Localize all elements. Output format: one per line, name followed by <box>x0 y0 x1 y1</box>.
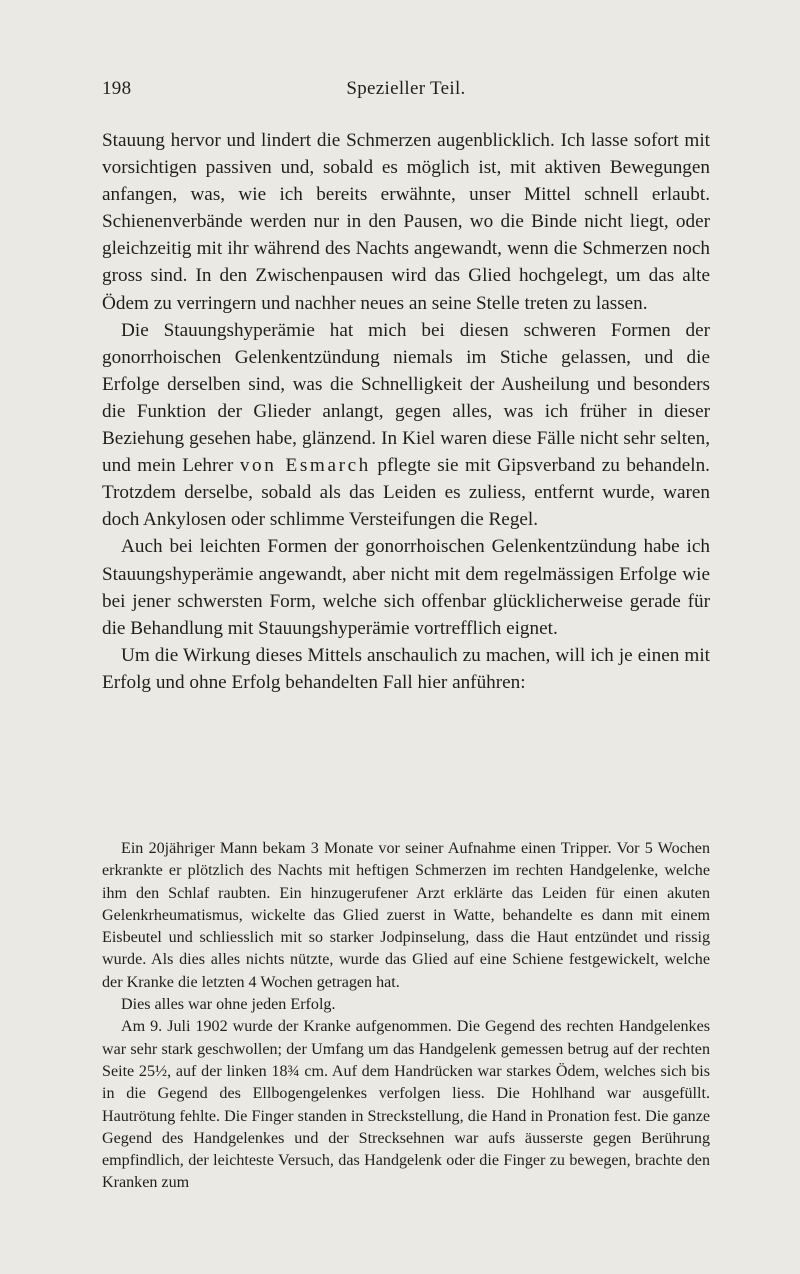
main-text <box>102 127 710 696</box>
person-name: von Esmarch <box>239 455 371 477</box>
paragraph-text: pflegte sie mit Gipsverband zu behandeln. Trotzdem derselbe, sobald als das Leiden es zuliess, entfernt wurde, waren doch Ankylosen oder schlimme Versteifungen die Regel. <box>102 455 710 531</box>
paragraph-leichte-formen: Auch bei leichten Formen der gonorrhoischen Gelenkentzündung habe ich Stauungshyperämie angewandt, aber nicht mit dem regelmässigen Erfolge wie bei jener schwersten Form, welche sich offenbar glücklicherweise gerade für die Behandlung mit Stauungshyperämie vortrefflich eignet. <box>102 536 710 639</box>
running-title: Spezieller Teil. <box>346 78 466 99</box>
case-paragraph: Dies alles war ohne jeden Erfolg. <box>121 996 336 1014</box>
page-header <box>102 78 710 102</box>
paragraph-text: Die Stauungshyperämie hat mich bei diesen schweren Formen der gonorrhoischen Gelenkentzündung niemals im Stiche gelassen, und die Erfolge derselben sind, was die Schnelligkeit der Ausheilung und besonders die Funktion der Glieder anlangt, gegen alles, was ich früher in dieser Beziehung gesehen habe, glänzend. In Kiel waren diese Fälle nicht sehr selten, und mein Lehrer <box>102 319 710 477</box>
case-paragraph: Ein 20jähriger Mann bekam 3 Monate vor seiner Aufnahme einen Tripper. Vor 5 Wochen erkrankte er plötzlich des Nachts mit heftigen Schmerzen im rechten Handgelenke, welche ihm den Schlaf raubten. Ein hinzugerufener Arzt erklärte das Leiden für einen akuten Gelenkrheumatismus, wickelte das Glied zuerst in Watte, behandelte es dann mit einem Eisbeutel und schliesslich mit so starker Jodpinselung, dass die Haut entzündet und rissig wurde. Als dies alles nichts nützte, wurde das Glied auf eine Schiene festgewickelt, welche der Kranke die letzten 4 Wochen getragen hat. <box>102 840 710 991</box>
case-report <box>102 838 710 1195</box>
paragraph-continued: Stauung hervor und lindert die Schmerzen augenblicklich. Ich lasse sofort mit vorsichtigen passiven und, sobald es möglich ist, mit aktiven Bewegungen anfangen, was, wie ich bereits erwähnte, unser Mittel schnell erlaubt. Schienenverbände werden nur in den Pausen, wo die Binde nicht liegt, oder gleichzeitig mit ihr während des Nachts angewandt, wenn die Schmerzen noch gross sind. In den Zwischenpausen wird das Glied hochgelegt, um das alte Ödem zu verringern und nachher neues an seine Stelle treten zu lassen. <box>102 130 710 314</box>
paragraph-wirkung: Um die Wirkung dieses Mittels anschaulich zu machen, will ich je einen mit Erfolg und ohne Erfolg behandelten Fall hier anführen: <box>102 644 710 693</box>
paragraph-stauungshyperaemie <box>102 317 710 534</box>
page-number: 198 <box>102 78 132 99</box>
case-paragraph: Am 9. Juli 1902 wurde der Kranke aufgenommen. Die Gegend des rechten Handgelenkes war sehr stark geschwollen; der Umfang um das Handgelenk gemessen betrug auf der rechten Seite 25½, auf der linken 18¾ cm. Auf dem Handrücken war starkes Ödem, welches sich bis in die Gegend des Ellbogengelenkes verfolgen liess. Die Hohlhand war ausgefüllt. Hautrötung fehlte. Die Finger standen in Streckstellung, die Hand in Pronation fest. Die ganze Gegend des Handgelenkes und der Strecksehnen war aufs äusserste gegen Berührung empfindlich, der leichteste Versuch, das Handgelenk oder die Finger zu bewegen, brachte den Kranken zum <box>102 1018 710 1192</box>
